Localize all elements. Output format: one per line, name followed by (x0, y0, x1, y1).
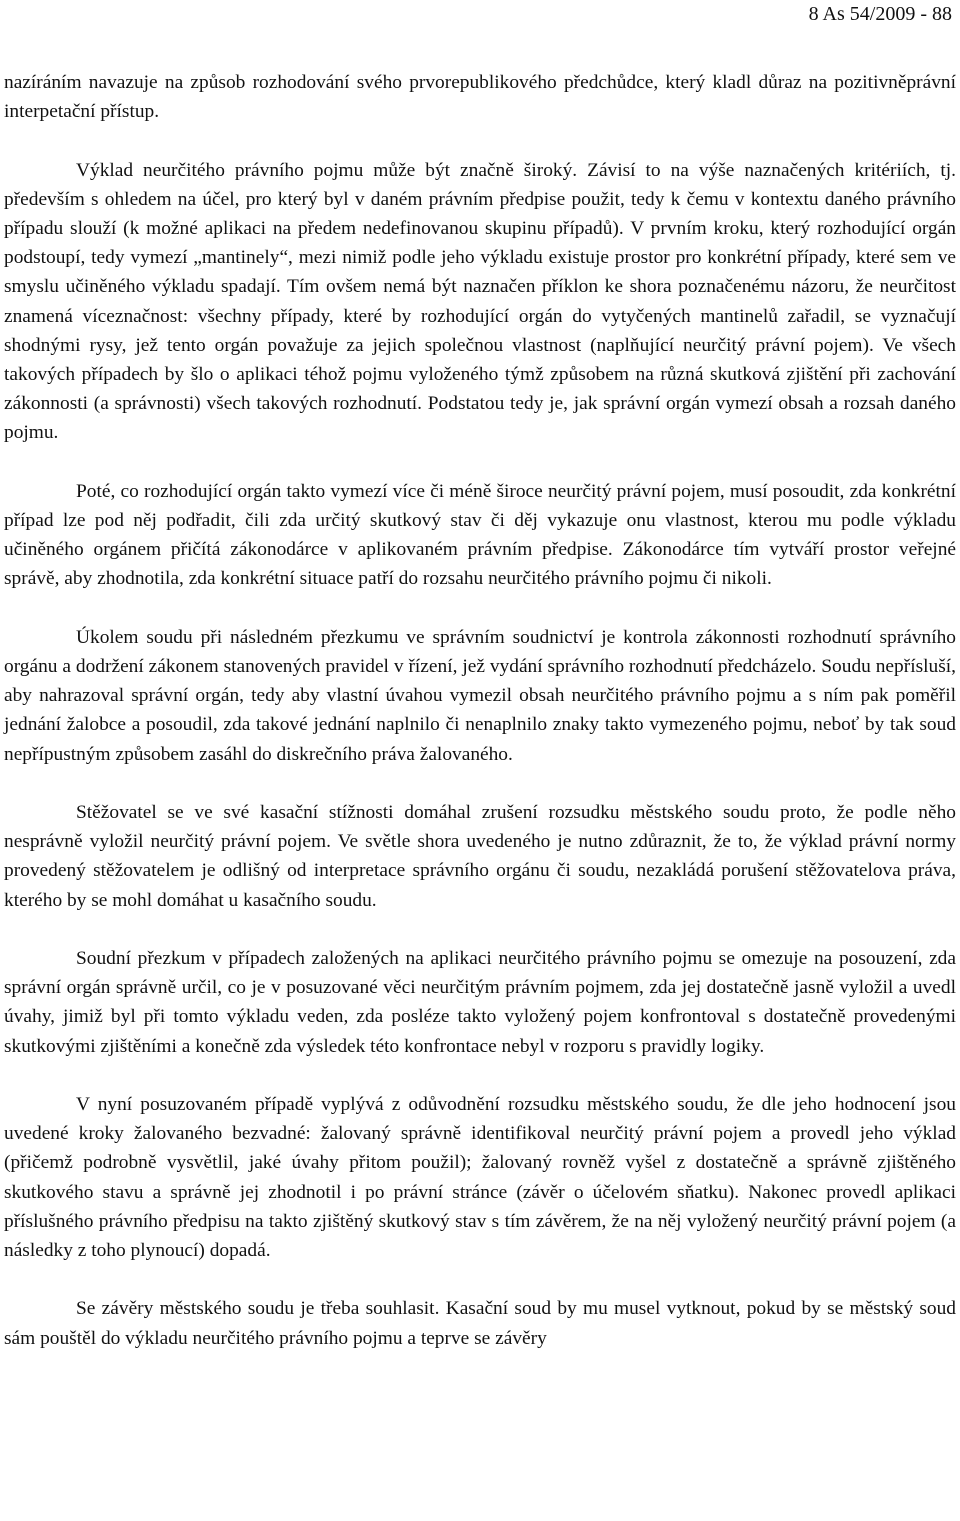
document-body (4, 68, 956, 1382)
paragraph-5: Stěžovatel se ve své kasační stížnosti domáhal zrušení rozsudku městského soudu proto, že podle něho nesprávně vyložil neurčitý právní pojem. Ve světle shora uvedeného je nutno zdůraznit, že to, že výklad právní normy provedený stěžovatelem je odlišný od interpretace správního orgánu či soudu, nezakládá porušení stěžovatelova práva, kterého by se mohl domáhat u kasačního soudu. (4, 802, 956, 911)
paragraph-7: V nyní posuzovaném případě vyplývá z odůvodnění rozsudku městského soudu, že dle jeho hodnocení jsou uvedené kroky žalovaného bezvadné: žalovaný správně identifikoval neurčitý právní pojem a provedl jeho výklad (přičemž podrobně vysvětlil, jaké úvahy přitom použil); žalovaný rovněž vyšel z dostatečně a správně zjištěného skutkového stavu a správně jej zhodnotil i po právní stránce (závěr o účelovém sňatku). Nakonec provedl aplikaci příslušného právního předpisu na takto zjištěný skutkový stav s tím závěrem, že na něj vyložený neurčitý právní pojem (a následky z toho plynoucí) dopadá. (4, 1094, 956, 1262)
page-header-case-number: 8 As 54/2009 - 88 (808, 3, 952, 25)
paragraph-1: nazíráním navazuje na způsob rozhodování svého prvorepublikového předchůdce, který kladl důraz na pozitivněprávní interpetační přístup. (4, 72, 956, 123)
paragraph-6: Soudní přezkum v případech založených na aplikaci neurčitého právního pojmu se omezuje na posouzení, zda správní orgán správně určil, co je v posuzované věci neurčitým právním pojmem, zda jej dostatečně jasně vyložil a uvedl úvahy, jimiž byl při tomto výkladu veden, zda posléze takto vyložený pojem konfrontoval s dostatečně provedenými skutkovými zjištěními a konečně zda výsledek této konfrontace nebyl v rozporu s pravidly logiky. (4, 948, 956, 1057)
paragraph-3: Poté, co rozhodující orgán takto vymezí více či méně široce neurčitý právní pojem, musí posoudit, zda konkrétní případ lze pod něj podřadit, čili zda určitý skutkový stav či děj vykazuje onu vlastnost, kterou mu podle výkladu učiněného orgánem přičítá zákonodárce v aplikovaném právním předpise. Zákonodárce tím vytváří prostor veřejné správě, aby zhodnotila, zda konkrétní situace patří do rozsahu neurčitého právního pojmu či nikoli. (4, 480, 956, 590)
paragraph-2: Výklad neurčitého právního pojmu může být značně široký. Závisí to na výše naznačených kritériích, tj. především s ohledem na účel, pro který byl v daném právním předpise použit, tedy k čemu v kontextu daného právního případu slouží (k možné aplikaci na předem nedefinovanou skupinu případů). V prvním kroku, který rozhodující orgán podstoupí, tedy vymezí „mantinely“, mezi nimiž podle jeho výkladu existuje prostor pro konkrétní případy, které sem ve smyslu učiněného výkladu spadají. Tím ovšem nemá být naznačen příklon ke shora poznačenému názoru, že neurčitost znamená víceznačnost: všechny případy, které by rozhodující orgán do vytyčených mantinelů zařadil, se vyznačují shodnými rysy, jež tento orgán považuje za jejich společnou vlastnost (naplňující neurčitý právní pojem). Ve všech takových případech by šlo o aplikaci téhož pojmu vyloženého týmž způsobem na různá skutková zjištění při zachování zákonnosti (a správnosti) všech takových rozhodnutí. Podstatou tedy je, jak správní orgán vymezí obsah a rozsah daného pojmu. (4, 159, 956, 444)
paragraph-4: Úkolem soudu při následném přezkumu ve správním soudnictví je kontrola zákonnosti rozhodnutí správního orgánu a dodržení zákonem stanovených pravidel v řízení, jež vydání správního rozhodnutí předcházelo. Soudu nepřísluší, aby nahrazoval správní orgán, tedy aby vlastní úvahou vymezil obsah neurčitého právního pojmu a s ním pak poměřil jednání žalobce a posoudil, zda takové jednání naplnilo či nenaplnilo znaky takto vymezeného pojmu, neboť by tak soud nepřípustným způsobem zasáhl do diskrečního práva žalovaného. (4, 626, 956, 765)
paragraph-8: Se závěry městského soudu je třeba souhlasit. Kasační soud by mu musel vytknout, pokud by se městský soud sám pouštěl do výkladu neurčitého právního pojmu a teprve se závěry (4, 1298, 956, 1349)
